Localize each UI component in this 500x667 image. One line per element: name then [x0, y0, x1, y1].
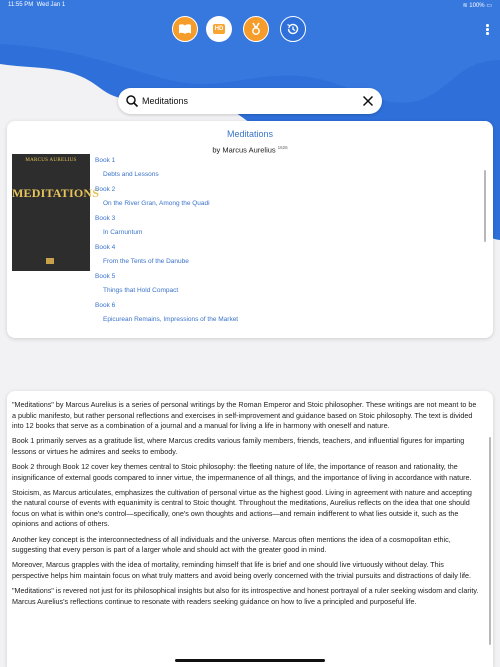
summary-text [12, 400, 482, 612]
summary-paragraph: "Meditations" is revered not just for its philosophical insights but also for its introspective and honest portrayal of a ruler seeking wisdom and clarity. Marcus Aurelius's reflections continue to resonate with readers seeking guidance on how to live a principled and purposeful life. [12, 586, 479, 606]
books-button[interactable] [172, 16, 198, 42]
status-indicators [463, 2, 492, 9]
toc-book-6[interactable]: Book 6 [95, 302, 116, 309]
search-icon [124, 93, 140, 109]
award-button[interactable] [243, 16, 269, 42]
summary-paragraph: Another key concept is the interconnectedness of all individuals and the universe. Marcus often mentions the idea of a cosmopolitan ethic, suggesting that every person is part of a larger whole and should act with the greater good in mind. [12, 534, 451, 555]
history-button[interactable] [280, 16, 306, 42]
summary-paragraph: "Meditations" by Marcus Aurelius is a series of personal writings by the Roman Emperor and Stoic philosopher. These writings are not meant to be a public manifesto, but rather personal reflections and exercises in self-improvement and guidance based on Stoic philosophy. The text is divided into 12 books that serve as a combination of a journal and a manual for living a life in harmony with oneself and nature. [12, 400, 477, 430]
toc-book-5[interactable]: Book 5 [95, 273, 116, 280]
top-toolbar [0, 16, 500, 44]
award-icon [249, 22, 263, 36]
history-icon [286, 22, 300, 36]
search-input[interactable] [142, 93, 352, 109]
toc-book-4[interactable]: Book 4 [95, 244, 116, 251]
summary-paragraph: Book 1 primarily serves as a gratitude list, where Marcus credits various family members, friends, teachers, and influential figures for imparting lessons or virtues he admires and seeks to embody. [12, 436, 465, 456]
toc-chapter-1[interactable]: Debts and Lessons [103, 171, 159, 178]
cover-title: MEDITATIONS [12, 186, 100, 200]
book-card [7, 121, 493, 338]
book-cover[interactable] [12, 154, 100, 271]
summary-paragraph: Moreover, Marcus grapples with the idea of mortality, reminding himself that life is brief and one should live virtuously without delay. This perspective helps him maintain focus on what truly matters and avoid being overly concerned with the trivial pursuits and distractions of daily life. [12, 560, 472, 580]
status-date: Wed Jan 1 [36, 2, 66, 8]
book-count: 1626 [277, 145, 288, 150]
toc-chapter-4[interactable]: From the Tents of the Danube [103, 258, 189, 265]
hd-button[interactable] [206, 16, 232, 42]
status-time [8, 2, 65, 8]
status-bar [0, 0, 500, 10]
wifi-icon: ≋ [462, 3, 468, 9]
toc-book-1[interactable]: Book 1 [95, 157, 116, 164]
hd-icon: HD [214, 26, 224, 32]
summary-paragraph: Book 2 through Book 12 cover key themes central to Stoic philosophy: the fleeting nature of life, the importance of reason and rationality, the insignificance of external goods compared to inner virtue, the impermanence of all things, and the importance of living in accordance with nature. [12, 462, 472, 482]
book-author-name: by Marcus Aurelius [212, 145, 276, 155]
toc-scrollbar[interactable] [484, 170, 486, 242]
table-of-contents [95, 157, 238, 331]
summary-card [7, 391, 493, 667]
toc-chapter-3[interactable]: In Carnuntum [103, 229, 143, 236]
status-time-text: 11:55 PM [8, 2, 34, 8]
toc-book-3[interactable]: Book 3 [95, 215, 116, 222]
book-title[interactable]: Meditations [226, 129, 274, 139]
summary-scrollbar[interactable] [489, 437, 491, 645]
toc-chapter-5[interactable]: Things that Hold Compact [103, 287, 179, 294]
toc-chapter-2[interactable]: On the River Gran, Among the Quadi [103, 200, 210, 207]
cover-author: MARCUS AURELIUS [25, 158, 77, 163]
summary-paragraph: Stoicism, as Marcus articulates, emphasizes the cultivation of personal virtue as the highest good. Living in agreement with nature and accepting the natural course of events with equanimity is central to Stoic thought. Throughout the meditations, Aurelius reflects on the idea that one should focus on what is within one's control—specifically, one's own thoughts and actions—and remain indifferent to what lies outside it, such as the opinions and actions of others. [12, 487, 472, 529]
cover-emblem [46, 258, 54, 264]
search-bar [118, 88, 382, 114]
toc-chapter-6[interactable]: Epicurean Remains, Impressions of the Market [103, 316, 239, 323]
books-icon [178, 23, 192, 35]
clear-icon[interactable] [360, 93, 376, 109]
battery-percent: 100% [469, 3, 485, 9]
toc-book-2[interactable]: Book 2 [95, 186, 116, 193]
battery-icon: ▭ [486, 3, 492, 9]
home-indicator[interactable] [175, 659, 325, 662]
more-icon[interactable] [486, 24, 490, 36]
